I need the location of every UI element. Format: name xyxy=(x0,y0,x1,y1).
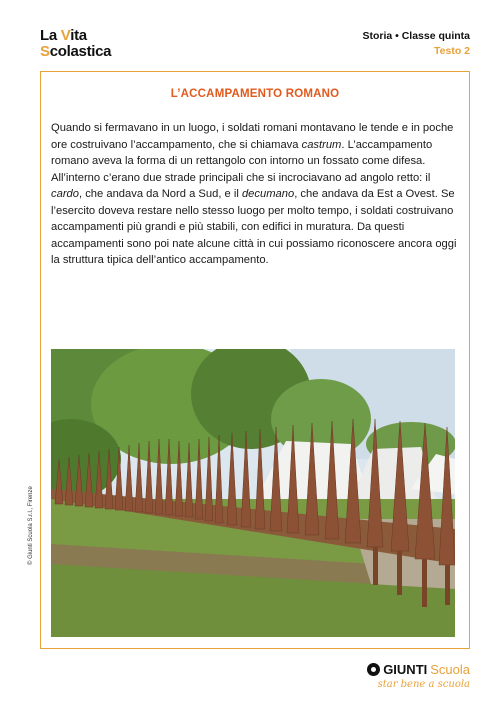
subject-label: Storia • Classe quinta xyxy=(362,30,470,42)
term-decumano: decumano xyxy=(241,188,295,200)
publisher-brand: GIUNTI Scuola xyxy=(367,662,470,677)
term-cardo: cardo xyxy=(51,188,79,200)
publisher-tagline: star bene a scuola xyxy=(377,679,470,690)
article-title: L’ACCAMPAMENTO ROMANO xyxy=(170,88,340,100)
logo-line-2: Scolastica xyxy=(40,43,112,60)
logo-line-1: La Vita xyxy=(40,27,87,44)
article-body: Quando si fermavano in un luogo, i soldati romani montavano le tende e in poche ore costruivano l’accampamento, che si chiamava castrum. L’accampamento romano aveva la forma di un rettangolo con intorno un fossato come difesa. All’interno c’erano due strade principali che si incrociavano ad angolo retto: il cardo, che andava da Nord a Sud, e il decumano, che andava da Est a Ovest. Se l’esercito doveva restare nello stesso luogo per molto tempo, i soldati costruivano accampamenti più grandi e più stabili, con edifici in muratura. Da questi accampamenti sono poi nate alcune città in cui possiamo riconoscere ancora oggi la struttura tipica dell’antico accampamento. xyxy=(51,122,457,266)
text-number: Testo 2 xyxy=(434,45,470,57)
publisher-logo xyxy=(367,662,470,690)
brand-logo xyxy=(40,28,150,60)
copyright-credit: © Giunti Scuola S.r.l., Firenze xyxy=(28,486,34,565)
roman-camp-photo xyxy=(51,349,455,637)
content-frame xyxy=(40,71,470,649)
header-info xyxy=(362,30,470,57)
giunti-g-icon xyxy=(367,663,380,676)
term-castrum: castrum xyxy=(301,138,342,151)
